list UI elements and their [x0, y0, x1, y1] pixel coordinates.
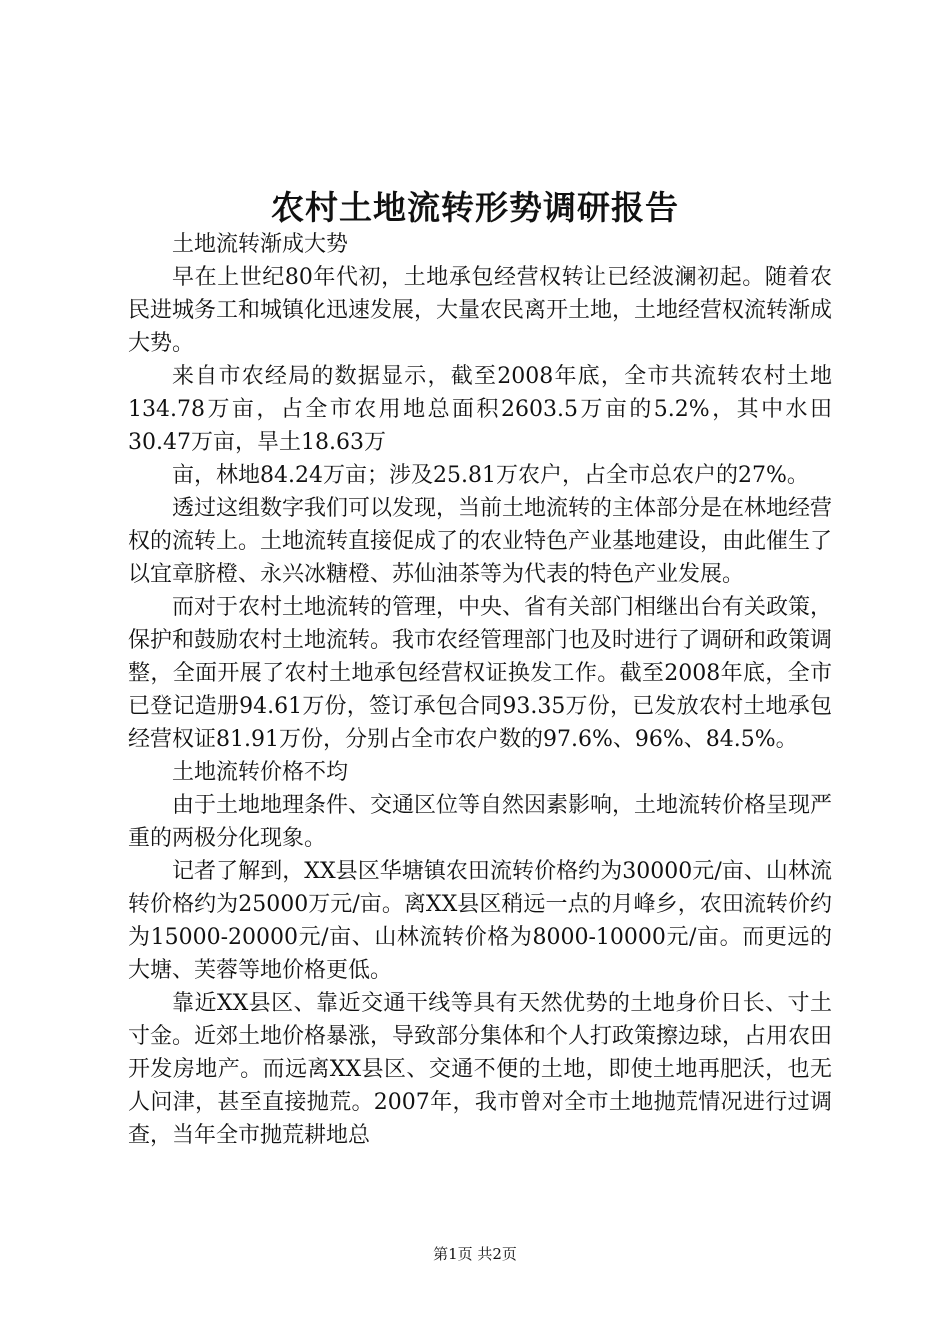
paragraph: 透过这组数字我们可以发现，当前土地流转的主体部分是在林地经营权的流转上。土地流转直接促成了的农业特色产业基地建设，由此催生了以宜章脐橙、永兴冰糖橙、苏仙油茶等为代表的特色产业发展。 [128, 496, 833, 587]
section-heading: 土地流转价格不均 [172, 760, 349, 785]
document-body [128, 228, 832, 1152]
paragraph: 靠近XX县区、靠近交通干线等具有天然优势的土地身价日长、寸土寸金。近郊土地价格暴涨，导致部分集体和个人打政策擦边球，占用农田开发房地产。而远离XX县区、交通不便的土地，即使土地再肥沃，也无人问津，甚至直接抛荒。2007年，我市曾对全市土地抛荒情况进行过调查，当年全市抛荒耕地总 [128, 991, 833, 1148]
paragraph: 由于土地地理条件、交通区位等自然因素影响，土地流转价格呈现严重的两极分化现象。 [128, 793, 833, 851]
section-heading: 土地流转渐成大势 [172, 232, 349, 257]
page-footer: 第1页 共2页 [433, 1245, 517, 1263]
paragraph: 来自市农经局的数据显示，截至2008年底，全市共流转农村土地134.78万亩，占全市农用地总面积2603.5万亩的5.2%，其中水田30.47万亩，旱土18.63万 [128, 364, 832, 455]
paragraph: 记者了解到，XX县区华塘镇农田流转价格约为30000元/亩、山林流转价格约为25000万元/亩。离XX县区稍远一点的月峰乡，农田流转价约为15000-20000元/亩、山林流转价格为8000-10000元/亩。而更远的大塘、芙蓉等地价格更低。 [128, 859, 832, 983]
paragraph: 而对于农村土地流转的管理，中央、省有关部门相继出台有关政策，保护和鼓励农村土地流转。我市农经管理部门也及时进行了调研和政策调整，全面开展了农村土地承包经营权证换发工作。截至2008年底，全市已登记造册94.61万份，签订承包合同93.35万份，已发放农村土地承包经营权证81.91万份，分别占全市农户数的97.6%、96%、84.5%。 [128, 595, 833, 752]
document-title: 农村土地流转形势调研报告 [271, 188, 679, 227]
paragraph: 亩，林地84.24万亩；涉及25.81万农户，占全市总农户的27%。 [172, 463, 809, 488]
paragraph: 早在上世纪80年代初，土地承包经营权转让已经波澜初起。随着农民进城务工和城镇化迅速发展，大量农民离开土地，土地经营权流转渐成大势。 [128, 265, 833, 356]
